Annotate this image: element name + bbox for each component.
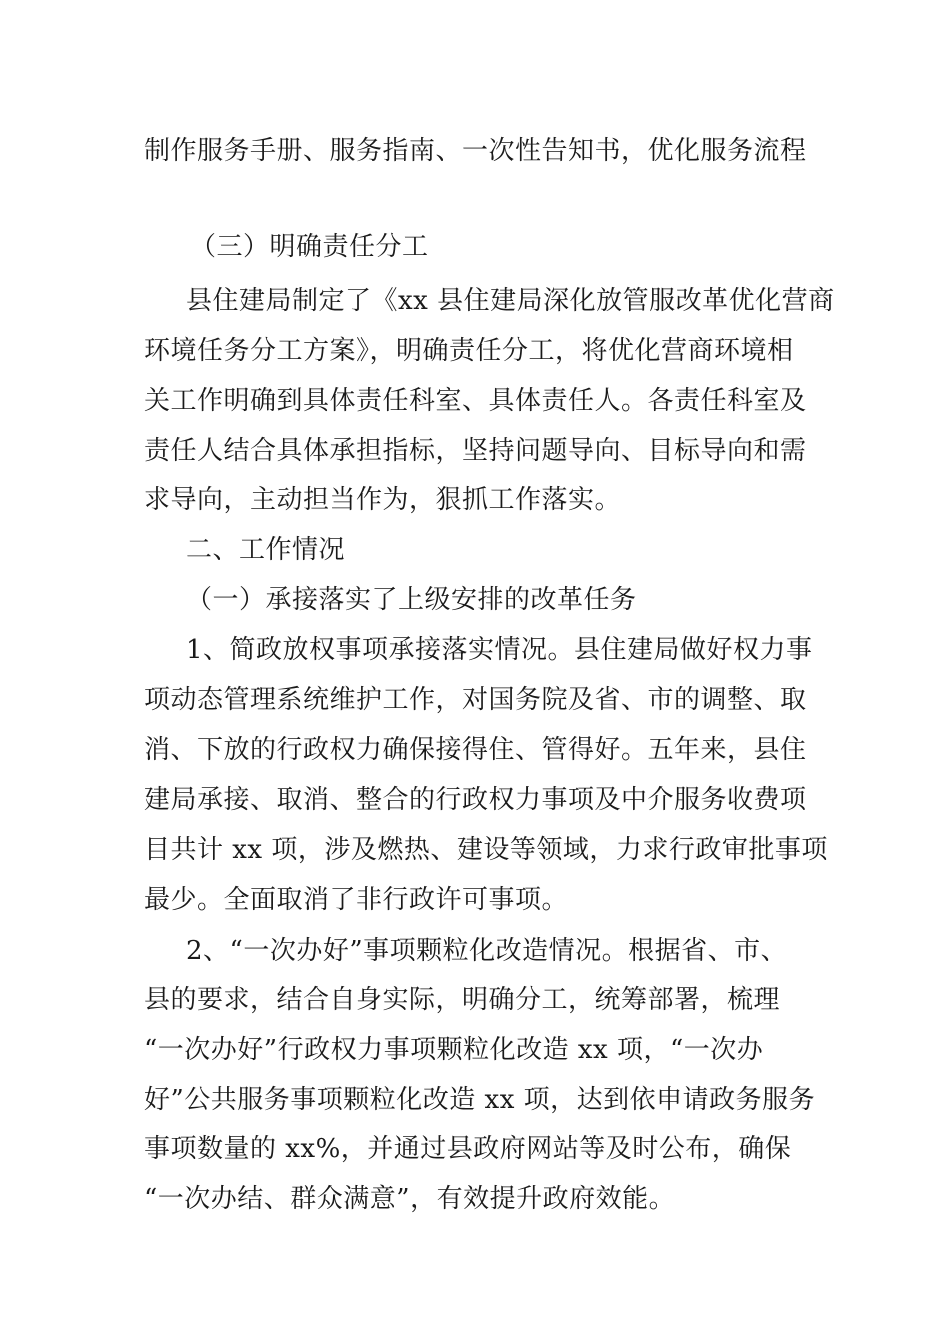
paragraph-line: “一次办结、群众满意”，有效提升政府效能。: [144, 1184, 676, 1214]
paragraph-line: 县的要求，结合自身实际，明确分工，统筹部署，梳理: [144, 985, 781, 1015]
subsection-heading: （一）承接落实了上级安排的改革任务: [186, 585, 637, 615]
paragraph-line: 1、简政放权事项承接落实情况。县住建局做好权力事: [186, 635, 813, 665]
paragraph-line: 项动态管理系统维护工作，对国务院及省、市的调整、取: [144, 685, 807, 715]
section-heading: 二、工作情况: [186, 535, 346, 565]
paragraph-line: 最少。全面取消了非行政许可事项。: [144, 885, 569, 915]
paragraph-line: 制作服务手册、服务指南、一次性告知书，优化服务流程: [144, 136, 807, 166]
paragraph-line: 环境任务分工方案》，明确责任分工，将优化营商环境相: [144, 336, 794, 366]
paragraph-line: 关工作明确到具体责任科室、具体责任人。各责任科室及: [144, 386, 807, 416]
paragraph-line: 县住建局制定了《xx 县住建局深化放管服改革优化营商: [186, 286, 835, 316]
section-heading: （三）明确责任分工: [190, 232, 429, 262]
paragraph-line: 好”公共服务事项颗粒化改造 xx 项，达到依申请政务服务: [144, 1085, 816, 1115]
paragraph-line: 建局承接、取消、整合的行政权力事项及中介服务收费项: [144, 785, 807, 815]
paragraph-line: 目共计 xx 项，涉及燃热、建设等领域，力求行政审批事项: [144, 835, 828, 865]
paragraph-line: “一次办好”行政权力事项颗粒化改造 xx 项，“一次办: [144, 1035, 764, 1065]
paragraph-line: 责任人结合具体承担指标，坚持问题导向、目标导向和需: [144, 436, 807, 466]
paragraph-line: 事项数量的 xx%，并通过县政府网站等及时公布，确保: [144, 1134, 792, 1164]
paragraph-line: 2、“一次办好”事项颗粒化改造情况。根据省、市、: [186, 936, 788, 966]
paragraph-line: 消、下放的行政权力确保接得住、管得好。五年来，县住: [144, 735, 807, 765]
paragraph-line: 求导向，主动担当作为，狠抓工作落实。: [144, 485, 622, 515]
